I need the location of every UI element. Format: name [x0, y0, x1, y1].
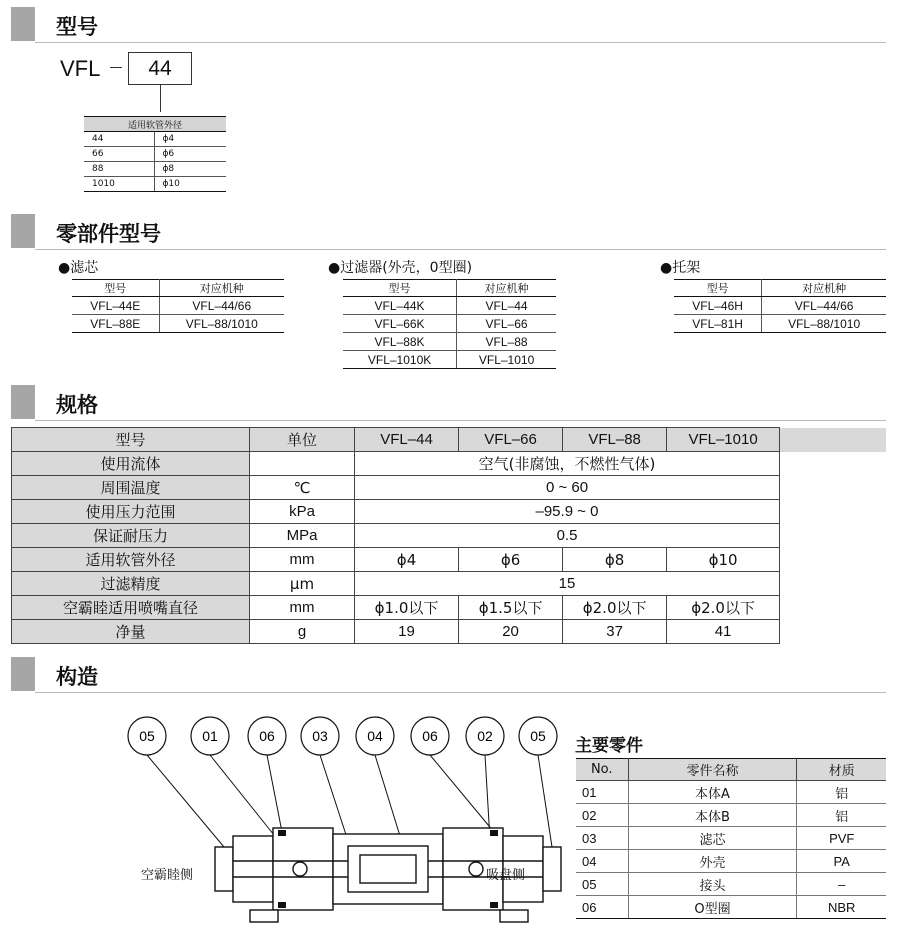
- callout-leader: [210, 755, 278, 840]
- section-rule: [35, 420, 886, 421]
- callout-leader: [147, 755, 224, 847]
- model-leader-line: [160, 85, 161, 112]
- code-cell: 66: [84, 147, 154, 162]
- section-title: 构造: [56, 665, 98, 689]
- section-title: 规格: [56, 393, 98, 417]
- section-title: 型号: [56, 15, 98, 39]
- table-row: VFL–81H VFL–88/1010: [674, 315, 886, 333]
- nozzle-side-label: 空霸睦侧: [141, 868, 194, 883]
- structure-diagram: [100, 712, 570, 932]
- hose-size-table: [84, 116, 226, 192]
- callout-label: 06: [259, 728, 275, 744]
- spec-row: 保证耐压力 MPa 0.5: [12, 524, 886, 548]
- table-row: VFL–44K VFL–44: [343, 297, 556, 315]
- section-header-structure: [0, 657, 886, 693]
- model-size-box: 44: [128, 52, 192, 85]
- section-rule: [35, 42, 886, 43]
- col-no: No.: [576, 759, 628, 781]
- table-row: 04 外壳 PA: [576, 850, 886, 873]
- table-row: VFL–46H VFL–44/66: [674, 297, 886, 315]
- spec-header-row: 型号 单位 VFL–44 VFL–66 VFL–88 VFL–1010: [12, 428, 886, 452]
- housing-title: ●过滤器(外壳，0型圈): [328, 260, 473, 276]
- table-row: [84, 162, 226, 177]
- bracket-table: 型号 对应机种 VFL–46H VFL–44/66 VFL–81H VFL–88/1010: [674, 279, 886, 333]
- table-row: 03 滤芯 PVF: [576, 827, 886, 850]
- table-row: VFL–88E VFL–88/1010: [72, 315, 284, 333]
- section-marker: [11, 385, 35, 419]
- callout-label: 01: [202, 728, 218, 744]
- model-prefix: VFL: [60, 56, 101, 81]
- section-header-spec: [0, 385, 886, 421]
- table-row: 05 接头 –: [576, 873, 886, 896]
- table-row: 06 O型圈 NBR: [576, 896, 886, 919]
- table-row: VFL–88K VFL–88: [343, 333, 556, 351]
- table-row: 02 本体B 铝: [576, 804, 886, 827]
- table-row: VFL–66K VFL–66: [343, 315, 556, 333]
- dia-cell: ϕ6: [154, 147, 226, 162]
- main-parts-title: 主要零件: [575, 736, 643, 756]
- callout-label: 05: [530, 728, 546, 744]
- spec-row: 周围温度 ℃ 0 ~ 60: [12, 476, 886, 500]
- section-header-model: [0, 7, 886, 43]
- filter-element-table: [72, 279, 284, 333]
- callout-leader: [485, 755, 490, 840]
- col-name: 零件名称: [628, 759, 797, 781]
- housing-table: 型号 对应机种 VFL–44K VFL–44 VFL–66K VFL–66 VFL–88K VFL–88 VFL–1010K VFL–1010: [343, 279, 556, 369]
- callout-leader: [267, 755, 282, 832]
- table-row: [84, 177, 226, 192]
- callout-leader: [430, 755, 494, 832]
- spec-row: 过滤精度 μm 15: [12, 572, 886, 596]
- section-marker: [11, 657, 35, 691]
- table-row: VFL–1010K VFL–1010: [343, 351, 556, 369]
- callout-label: 02: [477, 728, 493, 744]
- main-parts-table: [576, 758, 886, 919]
- code-cell: 1010: [84, 177, 154, 192]
- callout-label: 05: [139, 728, 155, 744]
- bracket-title: ●托架: [660, 260, 701, 276]
- table-row: [84, 132, 226, 147]
- spec-row: 净量 g 19 20 37 41: [12, 620, 886, 644]
- dia-cell: ϕ8: [154, 162, 226, 177]
- spec-row: 使用压力范围 kPa –95.9 ~ 0: [12, 500, 886, 524]
- col-material: 材质: [797, 759, 886, 781]
- dia-cell: ϕ10: [154, 177, 226, 192]
- section-marker: [11, 214, 35, 248]
- section-rule: [35, 692, 886, 693]
- callout-label: 04: [367, 728, 383, 744]
- filter-element-title: ●滤芯: [58, 260, 99, 276]
- model-dash: [110, 67, 122, 68]
- spec-table: [11, 427, 886, 644]
- section-marker: [11, 7, 35, 41]
- callout-leader: [538, 755, 552, 847]
- col-fit: 对应机种: [159, 280, 284, 297]
- section-header-parts: [0, 214, 886, 250]
- dia-cell: ϕ4: [154, 132, 226, 147]
- callout-label: 06: [422, 728, 438, 744]
- section-title: 零部件型号: [56, 222, 161, 246]
- code-cell: 88: [84, 162, 154, 177]
- col-model: 型号: [72, 280, 159, 297]
- table-row: [84, 147, 226, 162]
- spec-row: 适用软管外径 mm ϕ4 ϕ6 ϕ8 ϕ10: [12, 548, 886, 572]
- spec-row: 空霸睦适用喷嘴直径 mm ϕ1.0以下 ϕ1.5以下 ϕ2.0以下 ϕ2.0以下: [12, 596, 886, 620]
- hose-size-table-title: 适用软管外径: [84, 117, 226, 132]
- callout-leader: [375, 755, 400, 836]
- table-row: 01 本体A 铝: [576, 781, 886, 804]
- spec-row: 使用流体 空气(非腐蚀，不燃性气体): [12, 452, 886, 476]
- table-row: VFL–44E VFL–44/66: [72, 297, 284, 315]
- section-rule: [35, 249, 886, 250]
- code-cell: 44: [84, 132, 154, 147]
- pad-side-label: 吸盘侧: [486, 868, 526, 883]
- callout-label: 03: [312, 728, 328, 744]
